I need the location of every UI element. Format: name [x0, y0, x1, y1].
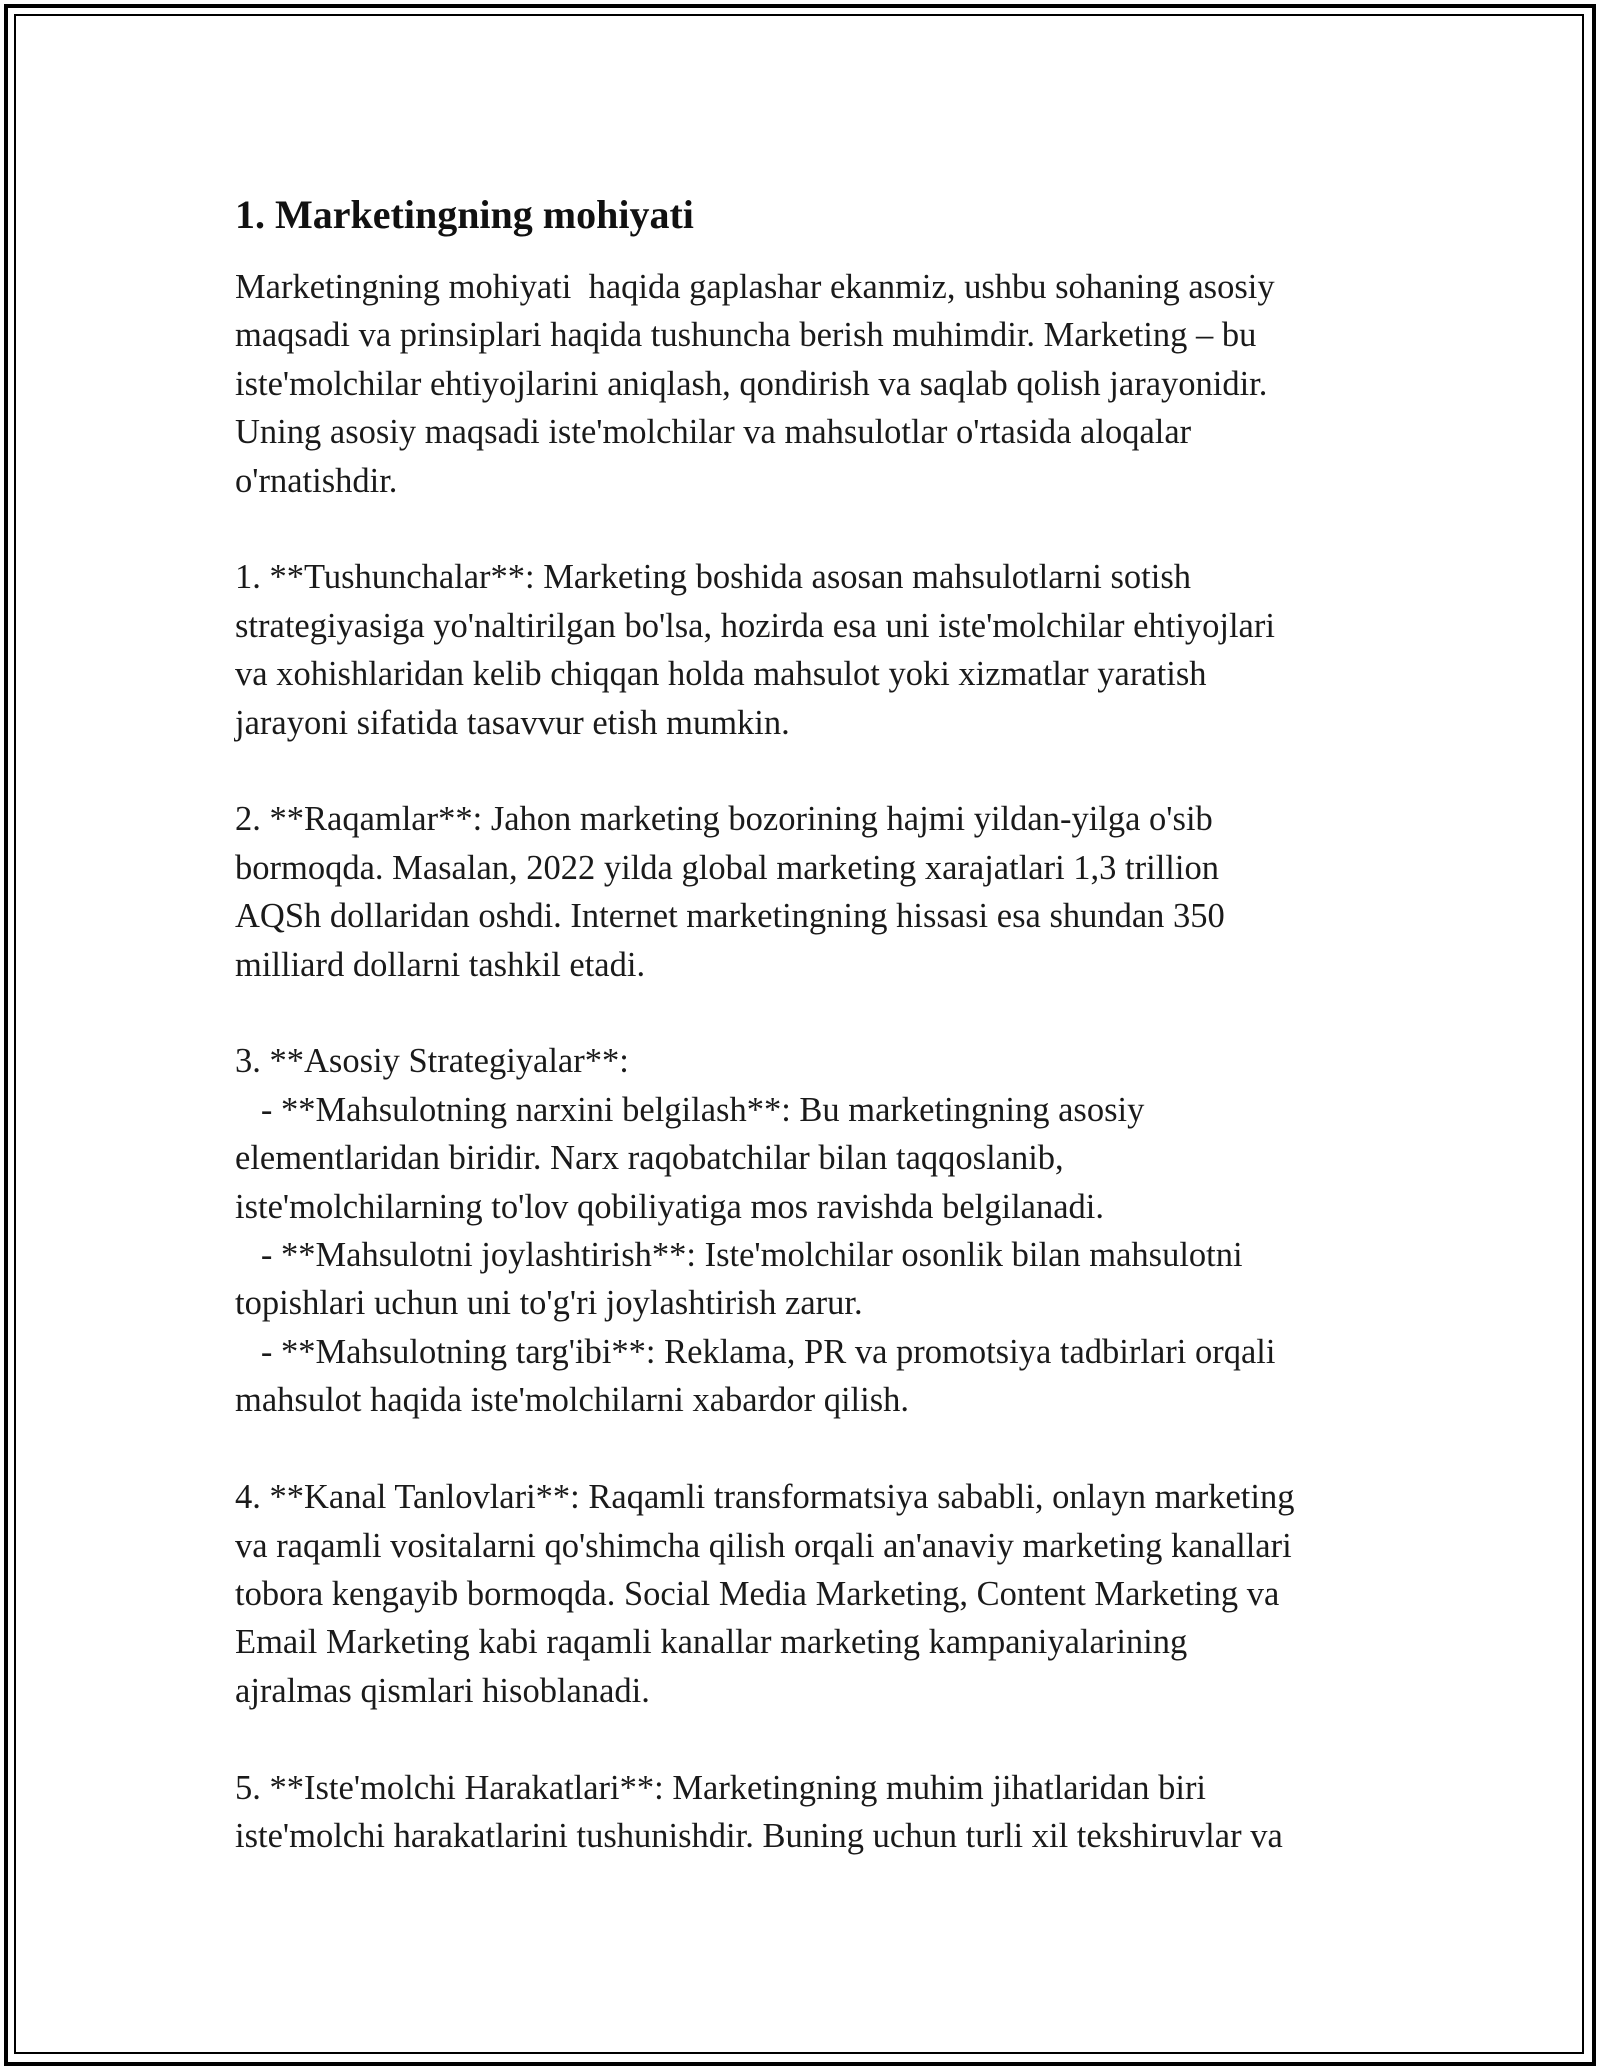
list-item-kanal-tanlovlari: 4. **Kanal Tanlovlari**: Raqamli transformatsiya sababli, onlayn marketing va raqamli vositalarni qo'shimcha qilish orqali an'anaviy marketing kanallari tobora kengayib bormoqda. Social Media Marketing, Content Marketing va Email Marketing kabi raqamli kanallar marketing kampaniyalarining ajralmas qismlari hisoblanadi.: [235, 1478, 1295, 1710]
list-item-raqamlar: 2. **Raqamlar**: Jahon marketing bozorining hajmi yildan-yilga o'sib bormoqda. Masalan, 2022 yilda global marketing xarajatlari 1,3 trillion AQSh dollaridan oshdi. Internet marketingning hissasi esa shundan 350 milliard dollarni tashkil etadi.: [235, 800, 1225, 984]
paragraph-spacer: [235, 505, 1395, 553]
paragraph-spacer: [235, 1425, 1395, 1473]
document-body: [235, 186, 1395, 1860]
list-item-tushunchalar: 1. **Tushunchalar**: Marketing boshida asosan mahsulotlarni sotish strategiyasiga yo'naltirilgan bo'lsa, hozirda esa uni iste'molchilar ehtiyojlari va xohishlaridan kelib chiqqan holda mahsulot yoki xizmatlar yaratish jarayoni sifatida tasavvur etish mumkin.: [235, 558, 1275, 742]
list-item-istemolchi-harakatlari: 5. **Iste'molchi Harakatlari**: Marketingning muhim jihatlaridan biri iste'molchi harakatlarini tushunishdir. Buning uchun turli xil tekshiruvlar va: [235, 1768, 1283, 1855]
intro-paragraph: Marketingning mohiyati haqida gaplashar ekanmiz, ushbu sohaning asosiy maqsadi va prinsiplari haqida tushuncha berish muhimdir. Marketing – bu iste'molchilar ehtiyojlarini aniqlash, qondirish va saqlab qolish jarayonidir. Uning asosiy maqsadi iste'molchilar va mahsulotlar o'rtasida aloqalar o'rnatishdir.: [235, 268, 1275, 500]
list-item-asosiy-strategiyalar: 3. **Asosiy Strategiyalar**: - **Mahsulotning narxini belgilash**: Bu marketingning asosiy elementlaridan biridir. Narx raqobatchilar bilan taqqoslanib, iste'molchilarning to'lov qobiliyatiga mos ravishda belgilanadi. - **Mahsulotni joylashtirish**: Iste'molchilar osonlik bilan mahsulotni topishlari uchun uni to'g'ri joylashtirish zarur. - **Mahsulotning targ'ibi**: Reklama, PR va promotsiya tadbirlari orqali mahsulot haqida iste'molchilarni xabardor qilish.: [235, 1042, 1276, 1420]
paragraph-spacer: [235, 989, 1395, 1037]
section-heading: 1. Marketingning mohiyati: [235, 192, 694, 237]
paragraph-spacer: [235, 1715, 1395, 1763]
paragraph-spacer: [235, 747, 1395, 795]
